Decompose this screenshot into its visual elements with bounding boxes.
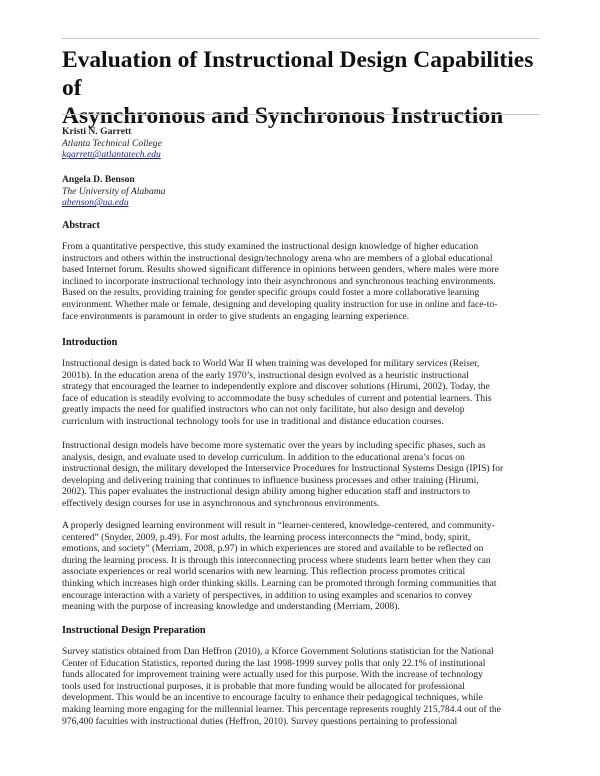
text-line: funds allocated for improvement training were actually used for this purpose. With the increase of technology	[62, 669, 483, 681]
text-line: based Internet forum. Results showed significant difference in opinions between genders, where males were more	[62, 264, 499, 276]
text-line: analysis, design, and evaluate used to develop curriculum. In addition to the educational arena’s focus on	[62, 451, 465, 463]
text-line: associate experiences or real world scenarios with new learning. This reflection process promotes critical	[62, 566, 466, 578]
text-line: Based on the results, providing training for gender specific groups could foster a more collaborative learning	[62, 287, 480, 299]
section-heading-instructional-design-preparation: Instructional Design Preparation	[62, 625, 206, 636]
text-line: 2002). This paper evaluates the instructional design ability among higher education staff and instructors to	[62, 486, 471, 498]
text-line: From a quantitative perspective, this study examined the instructional design knowledge of higher education	[62, 241, 479, 252]
author-affiliation: The University of Alabama	[62, 185, 166, 197]
top-rule	[62, 38, 540, 39]
page-title	[62, 46, 552, 130]
introduction-paragraph-2	[62, 440, 542, 510]
text-line: face of education is steadily evolving to accommodate the busy schedules of current and potential learners. This	[62, 392, 492, 404]
text-line: centered” (Snyder, 2009, p.49). For most adults, the learning process interconnects the “mind, body, spirit,	[62, 531, 471, 543]
text-line: 2001b). In the education arena of the early 1970’s, instructional design evolved as a heuristic instructional	[62, 369, 469, 381]
text-line: thinking which increases high order thinking skills. Learning can be promoted through forming communities that	[62, 577, 497, 589]
text-line: encourage interaction with a variety of perspectives, in addition to using examples and scenarios to convey	[62, 589, 473, 601]
introduction-paragraph-1	[62, 358, 542, 428]
preparation-paragraph	[62, 646, 542, 727]
abstract-paragraph	[62, 241, 542, 322]
author-email-link[interactable]: abenson@ua.edu	[62, 197, 129, 209]
introduction-paragraph-3	[62, 520, 542, 613]
text-line: A properly designed learning environment will result in “learner-centered, knowledge-centered, and community-	[62, 520, 495, 531]
text-line: strategy that encouraged the learner to independently explore and discover solutions (Hirumi, 2002). Today, the	[62, 381, 490, 393]
text-line: greatly impacts the need for qualified instructors who can not only facilitate, but also design and develop	[62, 404, 465, 416]
section-heading-abstract: Abstract	[62, 220, 100, 231]
text-line: Instructional design models have become more systematic over the years by including specific phases, such as	[62, 440, 486, 451]
author-name: Kristi N. Garrett	[62, 126, 132, 137]
text-line: instructional design, the military developed the Interservice Procedures for Instructional Systems Design (IPIS) for	[62, 463, 504, 475]
text-line: curriculum with instructional technology tools for use in traditional and distance education courses.	[62, 415, 444, 427]
text-line: effectively design courses for use in asynchronous and synchronous environments.	[62, 497, 380, 509]
author-affiliation: Atlanta Technical College	[62, 137, 162, 149]
text-line: meaning with the purpose of increasing knowledge and understanding (Merriam, 2008).	[62, 601, 400, 613]
text-line: development. This would be an incentive to encourage faculty to enhance their pedagogical techniques, while	[62, 692, 483, 704]
text-line: during the learning process. It is through this interconnecting process where students learn better when they can	[62, 554, 491, 566]
text-line: developing and delivering training that continues to influence business processes and other training (Hirumi,	[62, 474, 479, 486]
author-block	[62, 174, 165, 209]
text-line: Survey statistics obtained from Dan Heffron (2010), a Kforce Government Solutions statistician for the National	[62, 646, 494, 657]
author-email-link[interactable]: kgarrett@atlantatech.edu	[62, 149, 161, 161]
text-line: environment. Whether male or female, designing and developing quality instruction for use in online and face-to-	[62, 298, 498, 310]
text-line: 976,400 faculties with instructional duties (Heffron, 2010). Survey questions pertaining to professional	[62, 715, 458, 727]
text-line: making learning more engaging for the millennial learner. This percentage represents roughly 215,784.4 out of the	[62, 703, 501, 715]
text-line: face environments is paramount in order to give students an engaging learning experience.	[62, 310, 410, 322]
text-line: emotions, and society” (Merriam, 2008, p.97) in which experiences are stored and available to be reflected on	[62, 543, 484, 555]
section-heading-introduction: Introduction	[62, 337, 118, 348]
text-line: instructors and others within the instructional design/technology arena who are members of a global educational	[62, 252, 493, 264]
title-line: Evaluation of Instructional Design Capabilities of	[62, 47, 534, 101]
author-name: Angela D. Benson	[62, 174, 135, 185]
text-line: tools used for instructional purposes, it is probable that more funding would be allocated for professional	[62, 680, 465, 692]
text-line: inclined to incorporate instructional technology into their asynchronous and synchronous teaching environments.	[62, 275, 496, 287]
title-line: Asynchronous and Synchronous Instruction	[62, 103, 504, 129]
text-line: Instructional design is dated back to World War II when training was developed for military services (Reiser,	[62, 358, 480, 369]
text-line: Center of Education Statistics, reported during the last 1998-1999 survey polls that only 22.1% of institutional	[62, 657, 486, 669]
author-block	[62, 126, 162, 161]
title-rule	[62, 114, 540, 115]
